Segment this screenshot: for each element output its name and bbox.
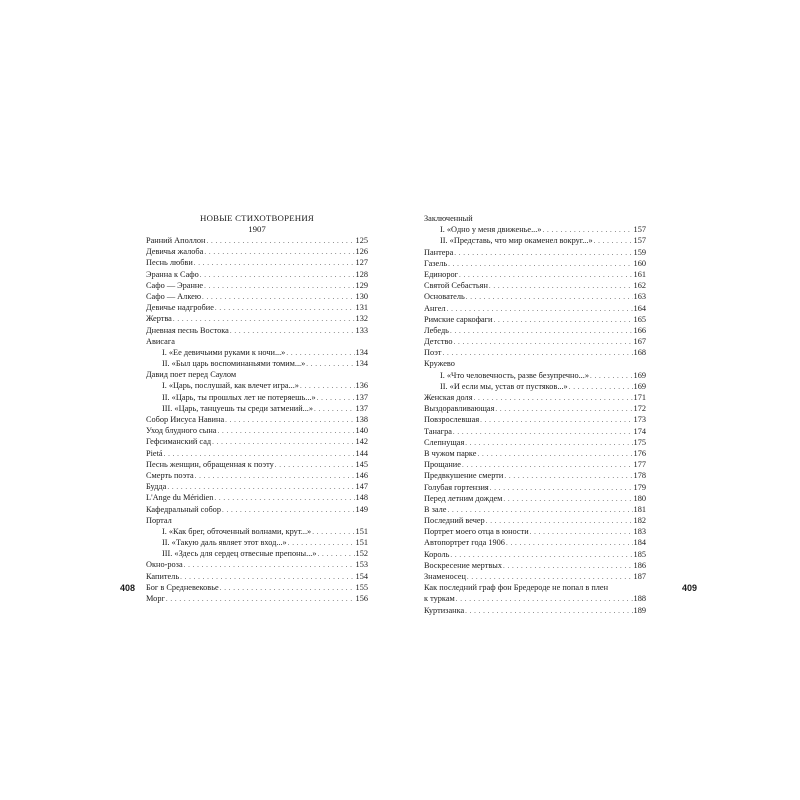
toc-entry [146,257,368,268]
toc-list-left [146,235,368,604]
toc-entry [424,493,646,504]
entry-page: 126 [355,247,368,257]
toc-entry [424,314,646,325]
entry-page: 138 [355,415,368,424]
entry-page: 179 [633,482,646,492]
entry-page: 169 [633,370,646,380]
dot-leader [453,427,633,438]
dot-leader [494,315,633,326]
dot-leader [465,438,632,449]
toc-entry [146,459,368,470]
dot-leader [318,549,355,560]
entry-title: II. «Царь, ты прошлых лет не потеряешь...» [162,392,316,402]
dot-leader [450,326,633,337]
entry-title: Ангел [424,303,446,313]
entry-title: I. «Как брег, обточенный волнами, крут...» [162,526,312,536]
toc-sub-entry [146,358,368,369]
entry-title: Автопортрет года 1906 [424,538,505,548]
toc-entry [424,258,646,269]
dot-leader [495,404,632,415]
entry-page: 147 [355,482,368,492]
toc-entry [424,571,646,582]
toc-entry [424,549,646,560]
entry-title: Уход блудного сына [146,426,217,436]
entry-title: Дневная песнь Востока [146,325,229,335]
dot-leader [230,326,355,337]
entry-title: Единорог [424,269,459,279]
toc-entry [424,269,646,280]
entry-page: 151 [355,526,368,536]
toc-entry [424,537,646,548]
entry-page: 159 [633,247,646,257]
dot-leader [222,505,355,516]
entry-page: 129 [355,280,368,290]
toc-entry [424,459,646,470]
toc-entry [146,313,368,324]
toc-sub-entry [146,403,368,414]
dot-leader [194,258,355,269]
entry-title: к туркам [424,594,455,604]
toc-entry [146,481,368,492]
toc-entry [146,269,368,280]
entry-page: 132 [355,314,368,324]
toc-group-title: Как последний граф фон Бредероде не попал в плен [424,583,609,593]
toc-entry [424,291,646,302]
toc-entry [424,347,646,358]
toc-sub-entry [146,537,368,548]
entry-title: Прощание [424,460,461,470]
entry-title: Женская доля [424,393,473,402]
entry-page: 185 [633,549,646,559]
toc-entry [146,246,368,257]
entry-page: 154 [355,571,368,581]
entry-title: I. «Одно у меня движенье...» [440,225,542,235]
dot-leader [489,281,633,292]
toc-entry [146,504,368,515]
dot-leader [456,594,633,605]
toc-group-title: Кружево [424,359,455,369]
dot-leader [448,259,632,270]
entry-title: Король [424,549,450,559]
entry-page: 137 [355,403,368,413]
dot-leader [225,415,354,426]
entry-page: 163 [633,292,646,302]
page-number-left: 408 [120,583,136,593]
toc-entry [424,560,646,571]
entry-title: Сафо — Алкею [146,291,202,301]
toc-entry [424,448,646,459]
toc-entry [146,571,368,582]
entry-page: 162 [633,281,646,291]
toc-sub-entry [146,347,368,358]
toc-entry [146,593,368,604]
dot-leader [474,393,633,404]
entry-page: 178 [633,471,646,481]
toc-entry [146,325,368,336]
dot-leader [202,292,355,303]
entry-page: 173 [633,415,646,425]
entry-title: I. «Царь, послушай, как влечет игра...» [162,381,299,391]
dot-leader [506,538,633,549]
entry-title: L'Ange du Méridien [146,493,214,503]
toc-entry [424,470,646,481]
entry-page: 189 [633,605,646,615]
toc-entry [424,414,646,425]
entry-title: Смерть поэта [146,470,194,480]
entry-page: 174 [633,426,646,436]
entry-title: В зале [424,504,447,514]
entry-title: Газель [424,258,448,268]
toc-entry [146,559,368,570]
entry-page: 168 [633,348,646,358]
entry-title: Девичья жалоба [146,247,204,257]
toc-entry [424,426,646,437]
entry-title: Капитель [146,571,180,581]
entry-title: II. «Был царь воспоминаньями томим...» [162,359,306,369]
entry-page: 182 [633,516,646,526]
left-page-contents [146,213,368,604]
toc-entry [424,605,646,616]
toc-entry [424,336,646,347]
dot-leader [306,359,354,370]
toc-entry [424,325,646,336]
dot-leader [217,426,354,437]
entry-title: Ранний Аполлон [146,236,206,245]
section-heading: НОВЫЕ СТИХОТВОРЕНИЯ [200,213,314,223]
dot-leader [503,561,633,572]
dot-leader [220,583,355,594]
entry-title: Выздоравливающая [424,404,495,414]
entry-title: I. «Что человечность, разве безупречно...» [440,370,589,380]
entry-title: Перед летним дождем [424,493,503,503]
entry-title: Будда [146,482,167,492]
toc-entry [424,280,646,291]
entry-title: Гефсиманский сад [146,437,212,447]
entry-title: Pietá [146,448,163,458]
entry-page: 148 [355,493,368,503]
dot-leader [490,483,633,494]
dot-leader [590,371,633,382]
toc-sub-entry [146,548,368,559]
entry-page: 137 [355,392,368,402]
toc-entry [146,425,368,436]
toc-group-title: Заключенный [424,214,473,223]
entry-title: Пантера [424,247,454,257]
dot-leader [504,471,632,482]
dot-leader [200,270,355,281]
entry-page: 134 [355,359,368,369]
entry-page: 186 [633,560,646,570]
entry-title: В чужом парке [424,448,477,458]
toc-entry [424,504,646,515]
toc-entry [424,247,646,258]
entry-page: 142 [355,437,368,447]
dot-leader [569,382,633,393]
entry-page: 131 [355,303,368,313]
entry-title: Сафо — Эранне [146,280,204,290]
entry-title: Окно-роза [146,560,183,570]
toc-entry [424,437,646,448]
entry-page: 152 [355,549,368,559]
entry-title: Песнь женщин, обращенная к поэту [146,459,274,469]
toc-sub-entry [424,224,646,235]
dot-leader [530,527,633,538]
dot-leader [204,247,354,258]
toc-entry [146,470,368,481]
toc-entry [146,582,368,593]
entry-page: 156 [355,594,368,603]
toc-entry [146,302,368,313]
toc-entry [146,436,368,447]
dot-leader [480,415,632,426]
entry-page: 144 [355,448,368,458]
toc-group-title: Давид поет перед Саулом [146,370,237,380]
dot-leader [594,236,633,247]
toc-entry [146,492,368,503]
toc-entry [424,515,646,526]
page-number-right: 409 [682,583,698,593]
toc-sub-entry [146,380,368,391]
entry-title: II. «Такую даль являет этот вход...» [162,538,287,548]
dot-leader [466,292,633,303]
entry-title: Песнь любви [146,258,193,268]
entry-page: 125 [355,236,368,245]
dot-leader [204,281,354,292]
dot-leader [275,460,355,471]
toc-sub-entry [424,370,646,381]
toc-entry [424,482,646,493]
toc-entry [424,392,646,403]
toc-entry [424,526,646,537]
entry-page: 157 [633,225,646,235]
toc-sub-entry [146,526,368,537]
entry-title: Жертва [146,314,172,324]
toc-entry [146,414,368,425]
entry-title: II. «И если мы, устав от пустяков...» [440,381,568,391]
toc-sub-entry [424,381,646,392]
dot-leader [214,493,354,504]
entry-title: Детство [424,337,453,347]
right-page-contents [424,213,646,616]
entry-page: 136 [355,381,368,391]
entry-title: Поэт [424,348,442,358]
entry-page: 171 [633,393,646,402]
entry-title: Девичье надгробие [146,303,214,313]
entry-page: 166 [633,325,646,335]
entry-title: Римские саркофаги [424,314,493,324]
entry-page: 161 [633,269,646,279]
toc-group-title: Портал [146,515,172,525]
entry-page: 146 [355,470,368,480]
entry-page: 187 [633,572,646,581]
dot-leader [454,337,633,348]
entry-title: Портрет моего отца в юности [424,527,529,537]
entry-title: Куртизанка [424,605,465,615]
toc-group-title: Ависага [146,336,175,346]
entry-title: I. «Ее девичьими руками к ночи...» [162,347,286,357]
entry-title: Предвкушение смерти [424,471,504,481]
entry-page: 134 [355,347,368,357]
entry-page: 128 [355,269,368,279]
entry-page: 181 [633,504,646,514]
toc-entry [146,448,368,459]
entry-page: 169 [633,381,646,391]
entry-title: Эранна к Сафо [146,269,199,279]
entry-page: 153 [355,560,368,570]
entry-page: 177 [633,460,646,470]
entry-page: 180 [633,493,646,503]
toc-entry [146,280,368,291]
entry-title: II. «Представь, что мир окаменел вокруг...» [440,236,593,246]
entry-page: 184 [633,538,646,548]
dot-leader [206,236,354,247]
toc-list-right [424,213,646,616]
entry-title: III. «Здесь для сердец отвесные препоны...» [162,549,317,559]
toc-entry [146,235,368,246]
entry-title: Танагра [424,426,452,436]
entry-page: 149 [355,504,368,514]
entry-title: Основатель [424,292,465,302]
section-year: 1907 [248,223,266,234]
dot-leader [454,248,632,259]
entry-title: Воскресение мертвых [424,560,502,570]
toc-entry [424,303,646,314]
entry-page: 175 [633,437,646,447]
entry-page: 145 [355,459,368,469]
entry-title: Кафедральный собор [146,504,221,514]
entry-page: 165 [633,314,646,324]
dot-leader [184,560,355,571]
entry-title: Бог в Средневековье [146,582,219,592]
toc-sub-entry [424,235,646,246]
entry-page: 130 [355,291,368,301]
dot-leader [503,494,632,505]
toc-entry [146,291,368,302]
entry-page: 157 [633,236,646,246]
entry-title: Святой Себастьян [424,281,488,291]
entry-title: III. «Царь, танцуешь ты среди затмений...» [162,403,314,413]
dot-leader [317,393,355,404]
entry-page: 127 [355,258,368,268]
toc-sub-entry [146,392,368,403]
entry-title: Знаменосец [424,572,466,581]
entry-page: 151 [355,538,368,548]
dot-leader [465,606,632,617]
dot-leader [442,348,632,359]
entry-page: 140 [355,426,368,436]
dot-leader [312,527,354,538]
entry-page: 183 [633,527,646,537]
entry-page: 160 [633,258,646,268]
entry-page: 188 [633,594,646,604]
entry-page: 167 [633,337,646,347]
entry-page: 172 [633,404,646,414]
entry-page: 133 [355,325,368,335]
entry-title: Морг [146,594,165,603]
entry-title: Голубая гортензия [424,482,489,492]
entry-title: Последний вечер [424,516,485,526]
dot-leader [195,471,355,482]
entry-page: 176 [633,448,646,458]
entry-title: Слепнущая [424,437,465,447]
dot-leader [215,303,355,314]
dot-leader [477,449,632,460]
dot-leader [166,594,355,605]
entry-title: Лебедь [424,325,449,335]
toc-entry [424,593,646,604]
dot-leader [212,437,354,448]
toc-entry [424,403,646,414]
entry-page: 155 [355,582,368,592]
entry-title: Собор Иисуса Навина [146,415,225,424]
entry-title: Повзрослевшая [424,415,480,425]
entry-page: 164 [633,303,646,313]
dot-leader [314,404,355,415]
